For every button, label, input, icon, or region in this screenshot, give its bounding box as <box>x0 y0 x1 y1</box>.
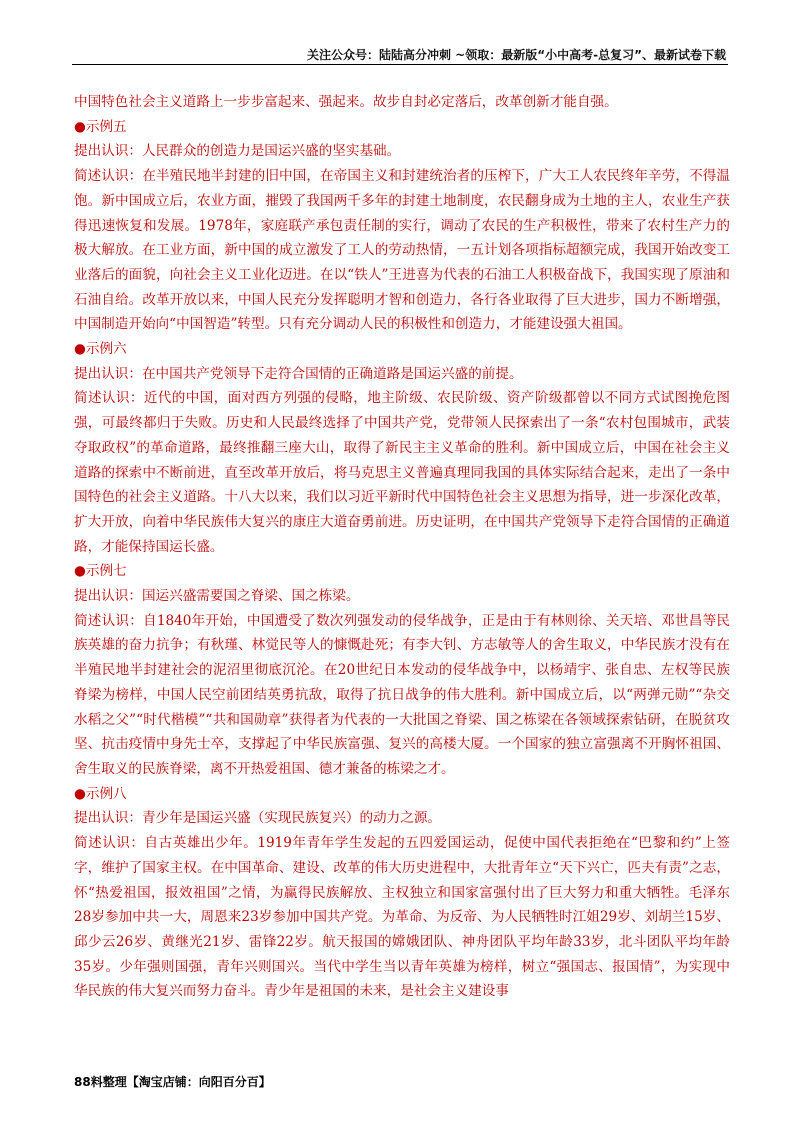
section-claim: 提出认识：青少年是国运兴盛（实现民族复兴）的动力之源。 <box>74 810 442 827</box>
section-body: 简述认识：在半殖民地半封建的旧中国，在帝国主义和封建统治者的压榨下，广大工人农民终年辛劳，不得温饱。新中国成立后，农业方面，摧毁了我国两千多年的封建土地制度，农民翻身成为土地的主人，农业生产获得迅速恢复和发展。1978年，家庭联产承包责任制的实行，调动了农民的生产积极性，带来了农村生产力的极大解放。在工业方面，新中国的成立激发了工人的劳动热情，一五计划各项指标超额完成，我国开始改变工业落后的面貌，向社会主义工业化迈进。在以“铁人”王进喜为代表的石油工人积极奋战下，我国实现了原油和石油自给。改革开放以来，中国人民充分发挥聪明才智和创造力，各行各业取得了巨大进步，国力不断增强，中国制造开始向“中国智造”转型。只有充分调动人民的积极性和创造力，才能建设强大祖国。 <box>74 168 730 333</box>
section-claim: 提出认识：国运兴盛需要国之脊梁、国之栋梁。 <box>74 588 360 605</box>
header-divider <box>72 64 728 65</box>
section-body: 简述认识：近代的中国，面对西方列强的侵略，地主阶级、农民阶级、资产阶级都曾以不同方式试图挽危图强，可最终都归于失败。历史和人民最终选择了中国共产党，党带领人民探索出了一条“农村包围城市，武装夺取政权”的革命道路，最终推翻三座大山，取得了新民主主义革命的胜利。新中国成立后，中国在社会主义道路的探索中不断前进，直至改革开放后，将马克思主义普遍真理同我国的具体实际结合起来，走出了一条中国特色的社会主义道路。十八大以来，我们以习近平新时代中国特色社会主义思想为指导，进一步深化改革，扩大开放，向着中华民族伟大复兴的康庄大道奋勇前进。历史证明，在中国共产党领导下走符合国情的正确道路，才能保持国运长盛。 <box>74 390 730 555</box>
section-body: 简述认识：自1840年开始，中国遭受了数次列强发动的侵华战争，正是由于有林则徐、关天培、邓世昌等民族英雄的奋力抗争；有秋瑾、林觉民等人的慷慨赴死；有李大钊、方志敏等人的舍生取义，中华民族才没有在半殖民地半封建社会的泥沼里彻底沉沦。在20世纪日本发动的侵华战争中，以杨靖宇、张自忠、左权等民族脊梁为榜样，中国人民空前团结英勇抗敌，取得了抗日战争的伟大胜利。新中国成立后，以“两弹元勋”“杂交水稻之父”“时代楷模”“共和国勋章”获得者为代表的一大批国之脊梁、国之栋梁在各领域探索钻研，在脱贫攻坚、抗击疫情中身先士卒，支撑起了中华民族富强、复兴的高楼大厦。一个国家的独立富强离不开胸怀祖国、舍生取义的民族脊梁，离不开热爱祖国、德才兼备的栋梁之才。 <box>74 612 730 777</box>
section-body: 简述认识：自古英雄出少年。1919年青年学生发起的五四爱国运动，促使中国代表拒绝在“巴黎和约”上签字，维护了国家主权。在中国革命、建设、改革的伟大历史进程中，大批青年立“天下兴亡，匹夫有责”之志，怀“热爱祖国，报效祖国”之情，为赢得民族解放、主权独立和国家富强付出了巨大努力和重大牺牲。毛泽东28岁参加中共一大，周恩来23岁参加中国共产党。为革命、为反帝、为人民牺牲时江姐29岁、刘胡兰15岁、邱少云26岁、黄继光21岁、雷锋22岁。航天报国的嫦娥团队、神舟团队平均年龄33岁，北斗团队平均年龄35岁。少年强则国强，青年兴则国兴。当代中学生当以青年英雄为榜样，树立“强国志、报国情”，为实现中华民族的伟大复兴而努力奋斗。青少年是祖国的未来，是社会主义建设事 <box>74 835 730 1000</box>
section-example-5 <box>74 115 730 337</box>
section-example-6 <box>74 337 730 559</box>
bullet-icon: ● <box>74 563 86 580</box>
bullet-icon: ● <box>74 341 86 358</box>
intro-paragraph: 中国特色社会主义道路上一步步富起来、强起来。故步自封必定落后，改革创新才能自强。 <box>74 94 618 110</box>
section-claim: 提出认识：在中国共产党领导下走符合国情的正确道路是国运兴盛的前提。 <box>74 365 523 382</box>
page-header: 关注公众号：陆陆高分冲刺 ~领取：最新版“小中高考-总复习”、最新试卷下载 <box>307 48 726 62</box>
section-title: ●示例五 <box>74 118 127 135</box>
bullet-icon: ● <box>74 785 86 802</box>
page-footer <box>74 1073 271 1090</box>
document-body <box>74 90 730 1004</box>
section-example-8 <box>74 782 730 1004</box>
section-title: ●示例八 <box>74 785 127 802</box>
bullet-icon: ● <box>74 118 86 135</box>
section-title: ●示例六 <box>74 341 127 358</box>
section-title: ●示例七 <box>74 563 127 580</box>
section-claim: 提出认识：人民群众的创造力是国运兴盛的坚实基础。 <box>74 143 401 160</box>
footer-text: 料整理【淘宝店铺：向阳百分百】 <box>90 1075 271 1089</box>
page-mark: 88 <box>74 1075 91 1089</box>
section-example-7 <box>74 559 730 781</box>
